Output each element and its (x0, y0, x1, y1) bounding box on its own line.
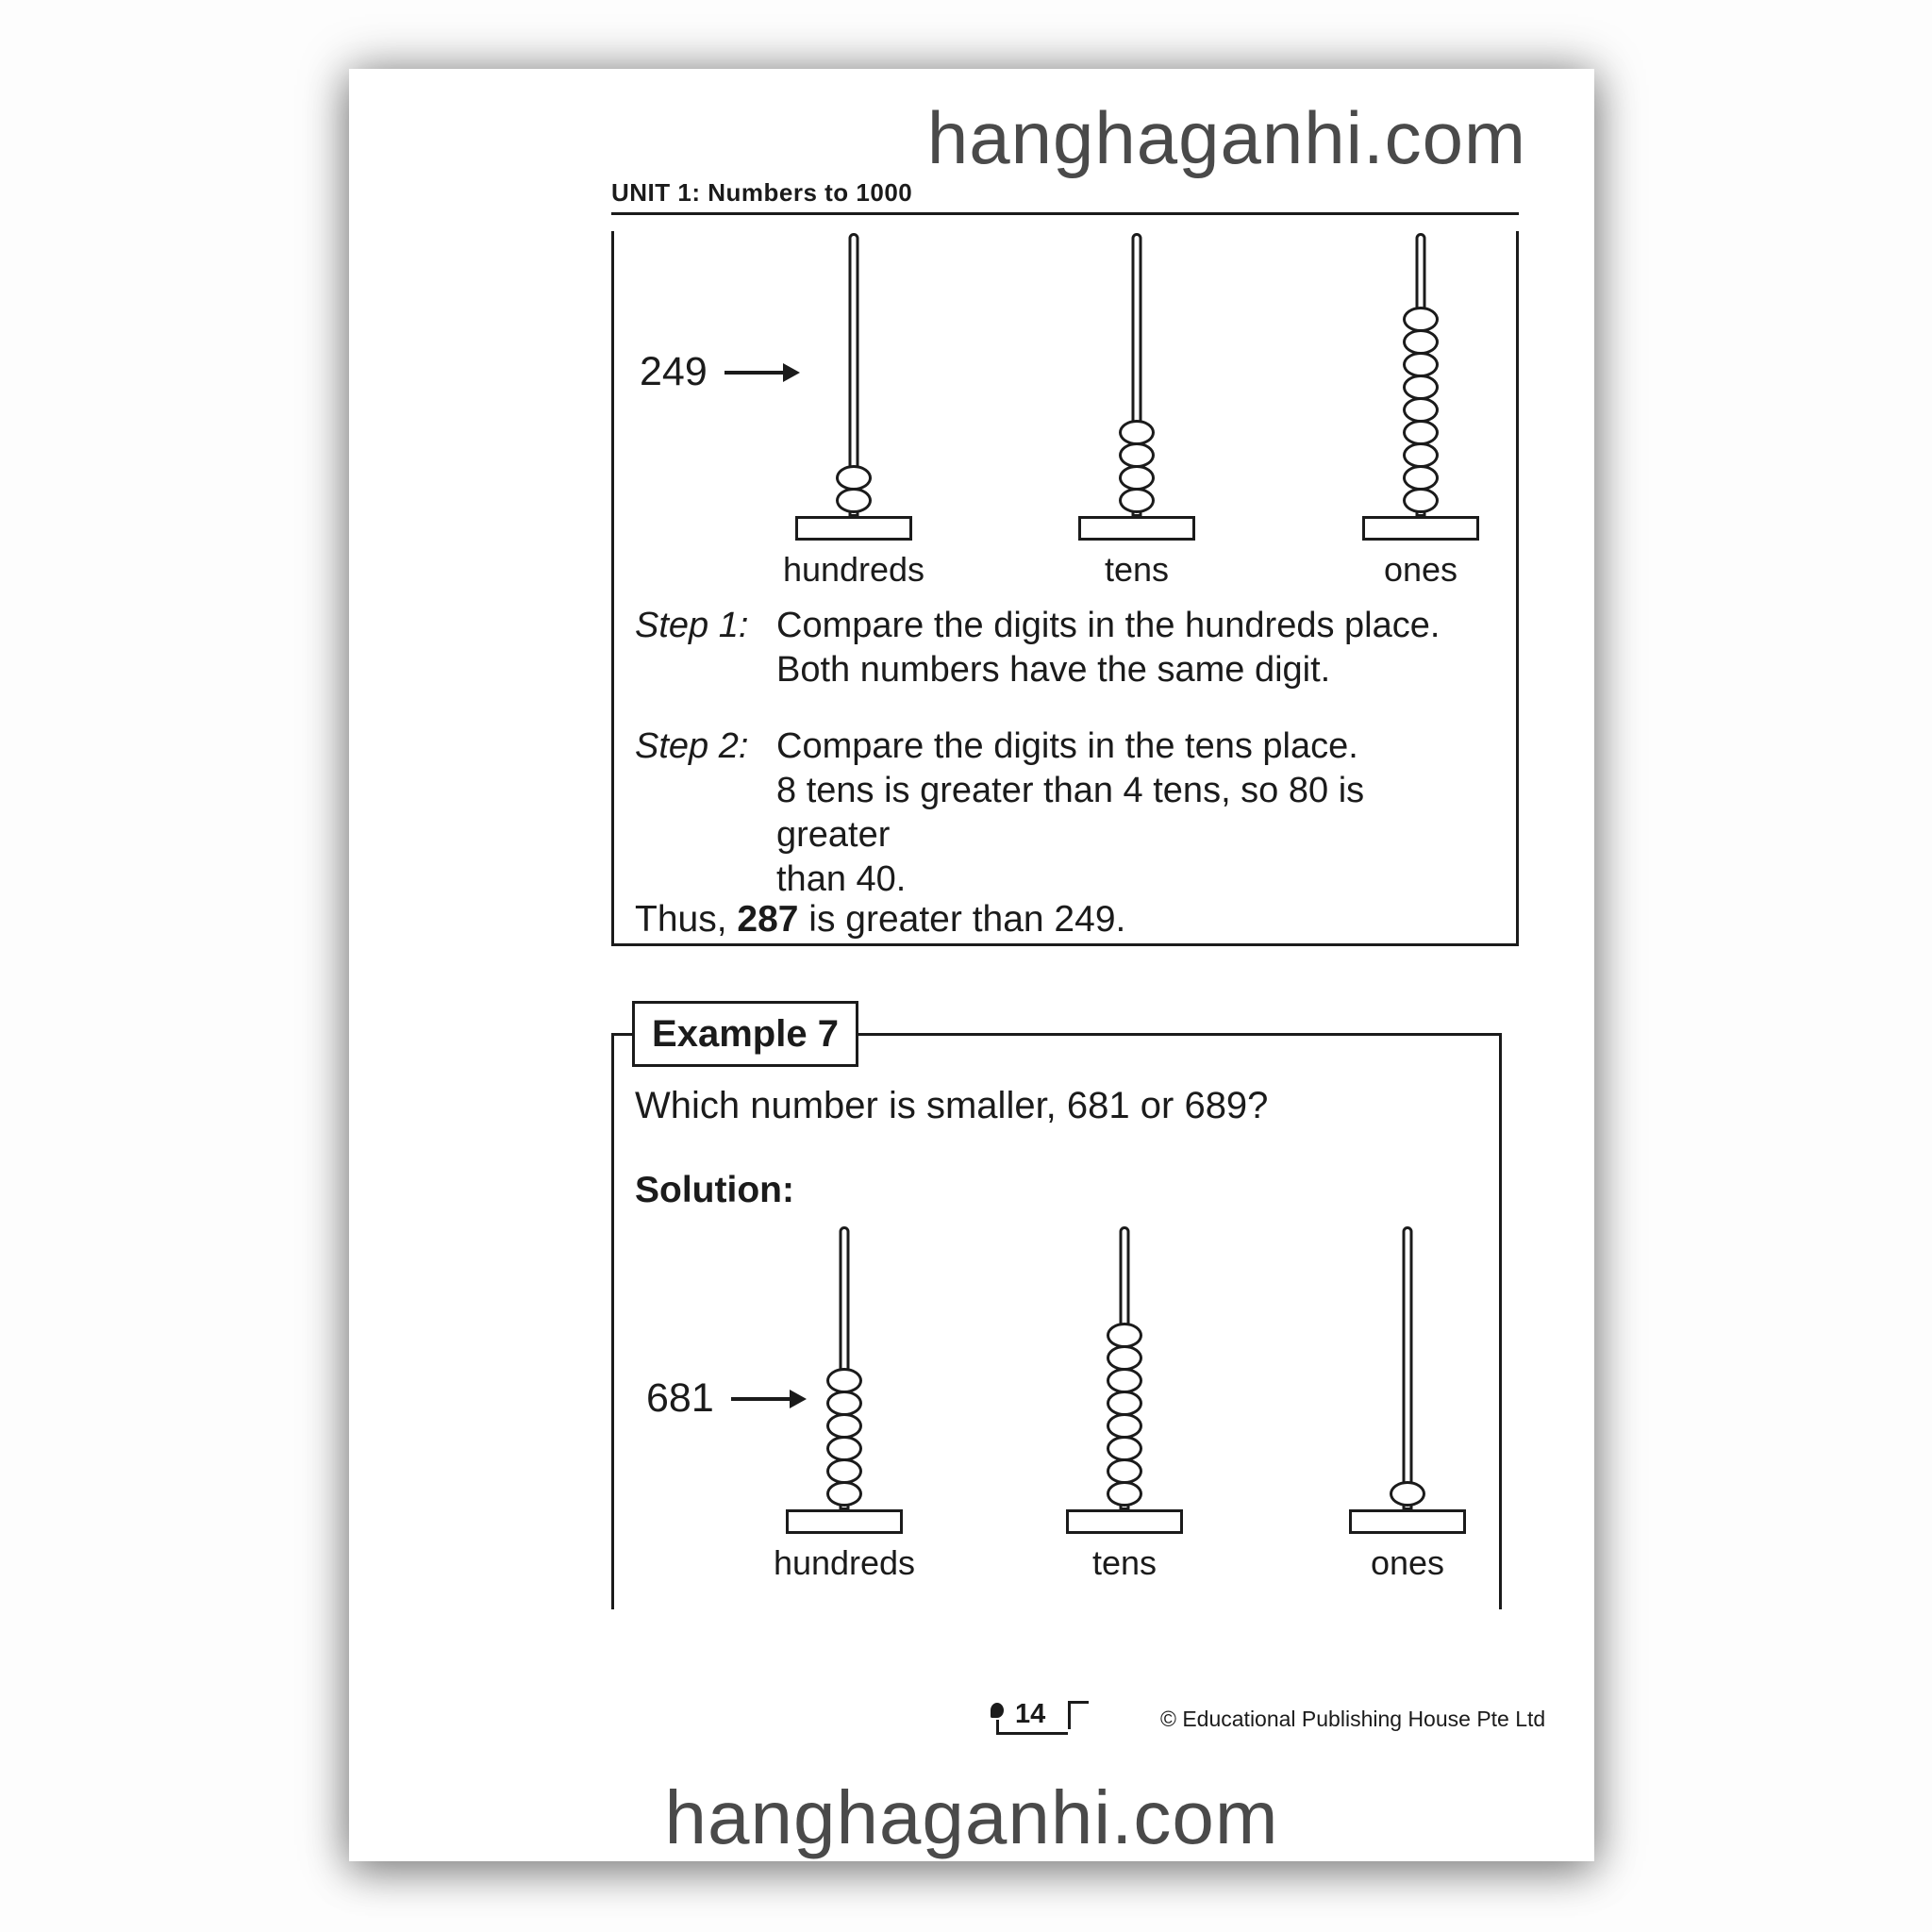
step-1 (635, 604, 1484, 692)
abacus-bead (836, 488, 872, 513)
abacus-bead (826, 1413, 862, 1439)
abacus-bead (1107, 1368, 1142, 1393)
abacus-249-tens (1057, 233, 1217, 589)
abacus-beads (1119, 423, 1155, 513)
abacus-bead (1107, 1345, 1142, 1371)
abacus-bead (1119, 420, 1155, 445)
abacus-bead (1403, 488, 1439, 513)
example-question: Which number is smaller, 681 or 689? (635, 1085, 1269, 1126)
abacus-bead (1403, 442, 1439, 468)
conclusion-bold-number: 287 (737, 899, 799, 940)
abacus-249-ones (1341, 233, 1501, 589)
abacus-label: ones (1383, 550, 1458, 589)
header-rule (611, 212, 1519, 215)
step-1-line-2: Both numbers have the same digit. (776, 650, 1331, 690)
step-2-label: Step 2: (635, 726, 749, 766)
abacus-249-hundreds (774, 233, 934, 589)
step-1-label: Step 1: (635, 606, 749, 645)
abacus-bead (1107, 1481, 1142, 1507)
step-2-line-1: Compare the digits in the tens place. (776, 726, 1358, 766)
abacus-bead (826, 1391, 862, 1416)
page-number-ornament (991, 1697, 1089, 1735)
abacus-base (1349, 1509, 1466, 1534)
number-681: 681 (646, 1375, 714, 1421)
abacus-bead (1403, 307, 1439, 332)
abacus-bead (826, 1436, 862, 1461)
abacus-base (786, 1509, 903, 1534)
abacus-base (1362, 516, 1479, 541)
textbook-page (349, 69, 1594, 1861)
abacus-bead (1107, 1391, 1142, 1416)
abacus-rod (1403, 1226, 1413, 1510)
abacus-base (1066, 1509, 1183, 1534)
unit-header: UNIT 1: Numbers to 1000 (611, 178, 913, 207)
abacus-bead (1107, 1436, 1142, 1461)
abacus-beads (1107, 1325, 1142, 1507)
number-249: 249 (640, 349, 708, 394)
abacus-bead (826, 1368, 862, 1393)
abacus-681-hundreds (764, 1226, 924, 1582)
step-2 (635, 724, 1484, 902)
page-number-bracket (1068, 1701, 1089, 1729)
abacus-bead (1119, 465, 1155, 491)
watermark-top: hanghaganhi.com (926, 96, 1526, 179)
abacus-base (1078, 516, 1195, 541)
abacus-bead (1403, 420, 1439, 445)
abacus-bead (1119, 488, 1155, 513)
solution-label: Solution: (635, 1170, 794, 1210)
abacus-bead (1403, 375, 1439, 400)
abacus-label: ones (1370, 1543, 1445, 1582)
conclusion-suffix: is greater than 249. (798, 899, 1126, 940)
page-number-dot (991, 1703, 1004, 1718)
step-2-line-2: 8 tens is greater than 4 tens, so 80 is greater (776, 771, 1365, 855)
abacus-bead (826, 1458, 862, 1484)
copyright-line: © Educational Publishing House Pte Ltd (1160, 1707, 1546, 1731)
abacus-label: hundreds (782, 550, 925, 589)
step-1-line-1: Compare the digits in the hundreds place. (776, 606, 1441, 645)
abacus-bead (836, 465, 872, 491)
step-2-line-3: than 40. (776, 859, 907, 899)
abacus-beads (836, 468, 872, 513)
conclusion-line (635, 899, 1125, 941)
abacus-label: tens (1104, 550, 1170, 589)
abacus-beads (826, 1371, 862, 1507)
abacus-base (795, 516, 912, 541)
abacus-681-ones (1327, 1226, 1488, 1582)
abacus-bead (1107, 1458, 1142, 1484)
abacus-681-tens (1044, 1226, 1205, 1582)
abacus-bead (1119, 442, 1155, 468)
abacus-bead (1107, 1413, 1142, 1439)
abacus-label: tens (1091, 1543, 1158, 1582)
abacus-bead (1403, 352, 1439, 377)
step-2-text (776, 724, 1484, 902)
abacus-bead (1107, 1323, 1142, 1348)
abacus-bead (826, 1481, 862, 1507)
page-number: 14 (1015, 1699, 1046, 1729)
example-7-tab: Example 7 (632, 1001, 858, 1067)
abacus-label: hundreds (773, 1543, 916, 1582)
watermark-bottom: hanghaganhi.com (664, 1775, 1279, 1859)
abacus-bead (1403, 397, 1439, 423)
abacus-beads (1390, 1484, 1425, 1507)
abacus-bead (1403, 329, 1439, 355)
step-1-text (776, 604, 1440, 692)
abacus-beads (1403, 309, 1439, 513)
conclusion-prefix: Thus, (635, 899, 738, 940)
abacus-bead (1390, 1481, 1425, 1507)
abacus-bead (1403, 465, 1439, 491)
